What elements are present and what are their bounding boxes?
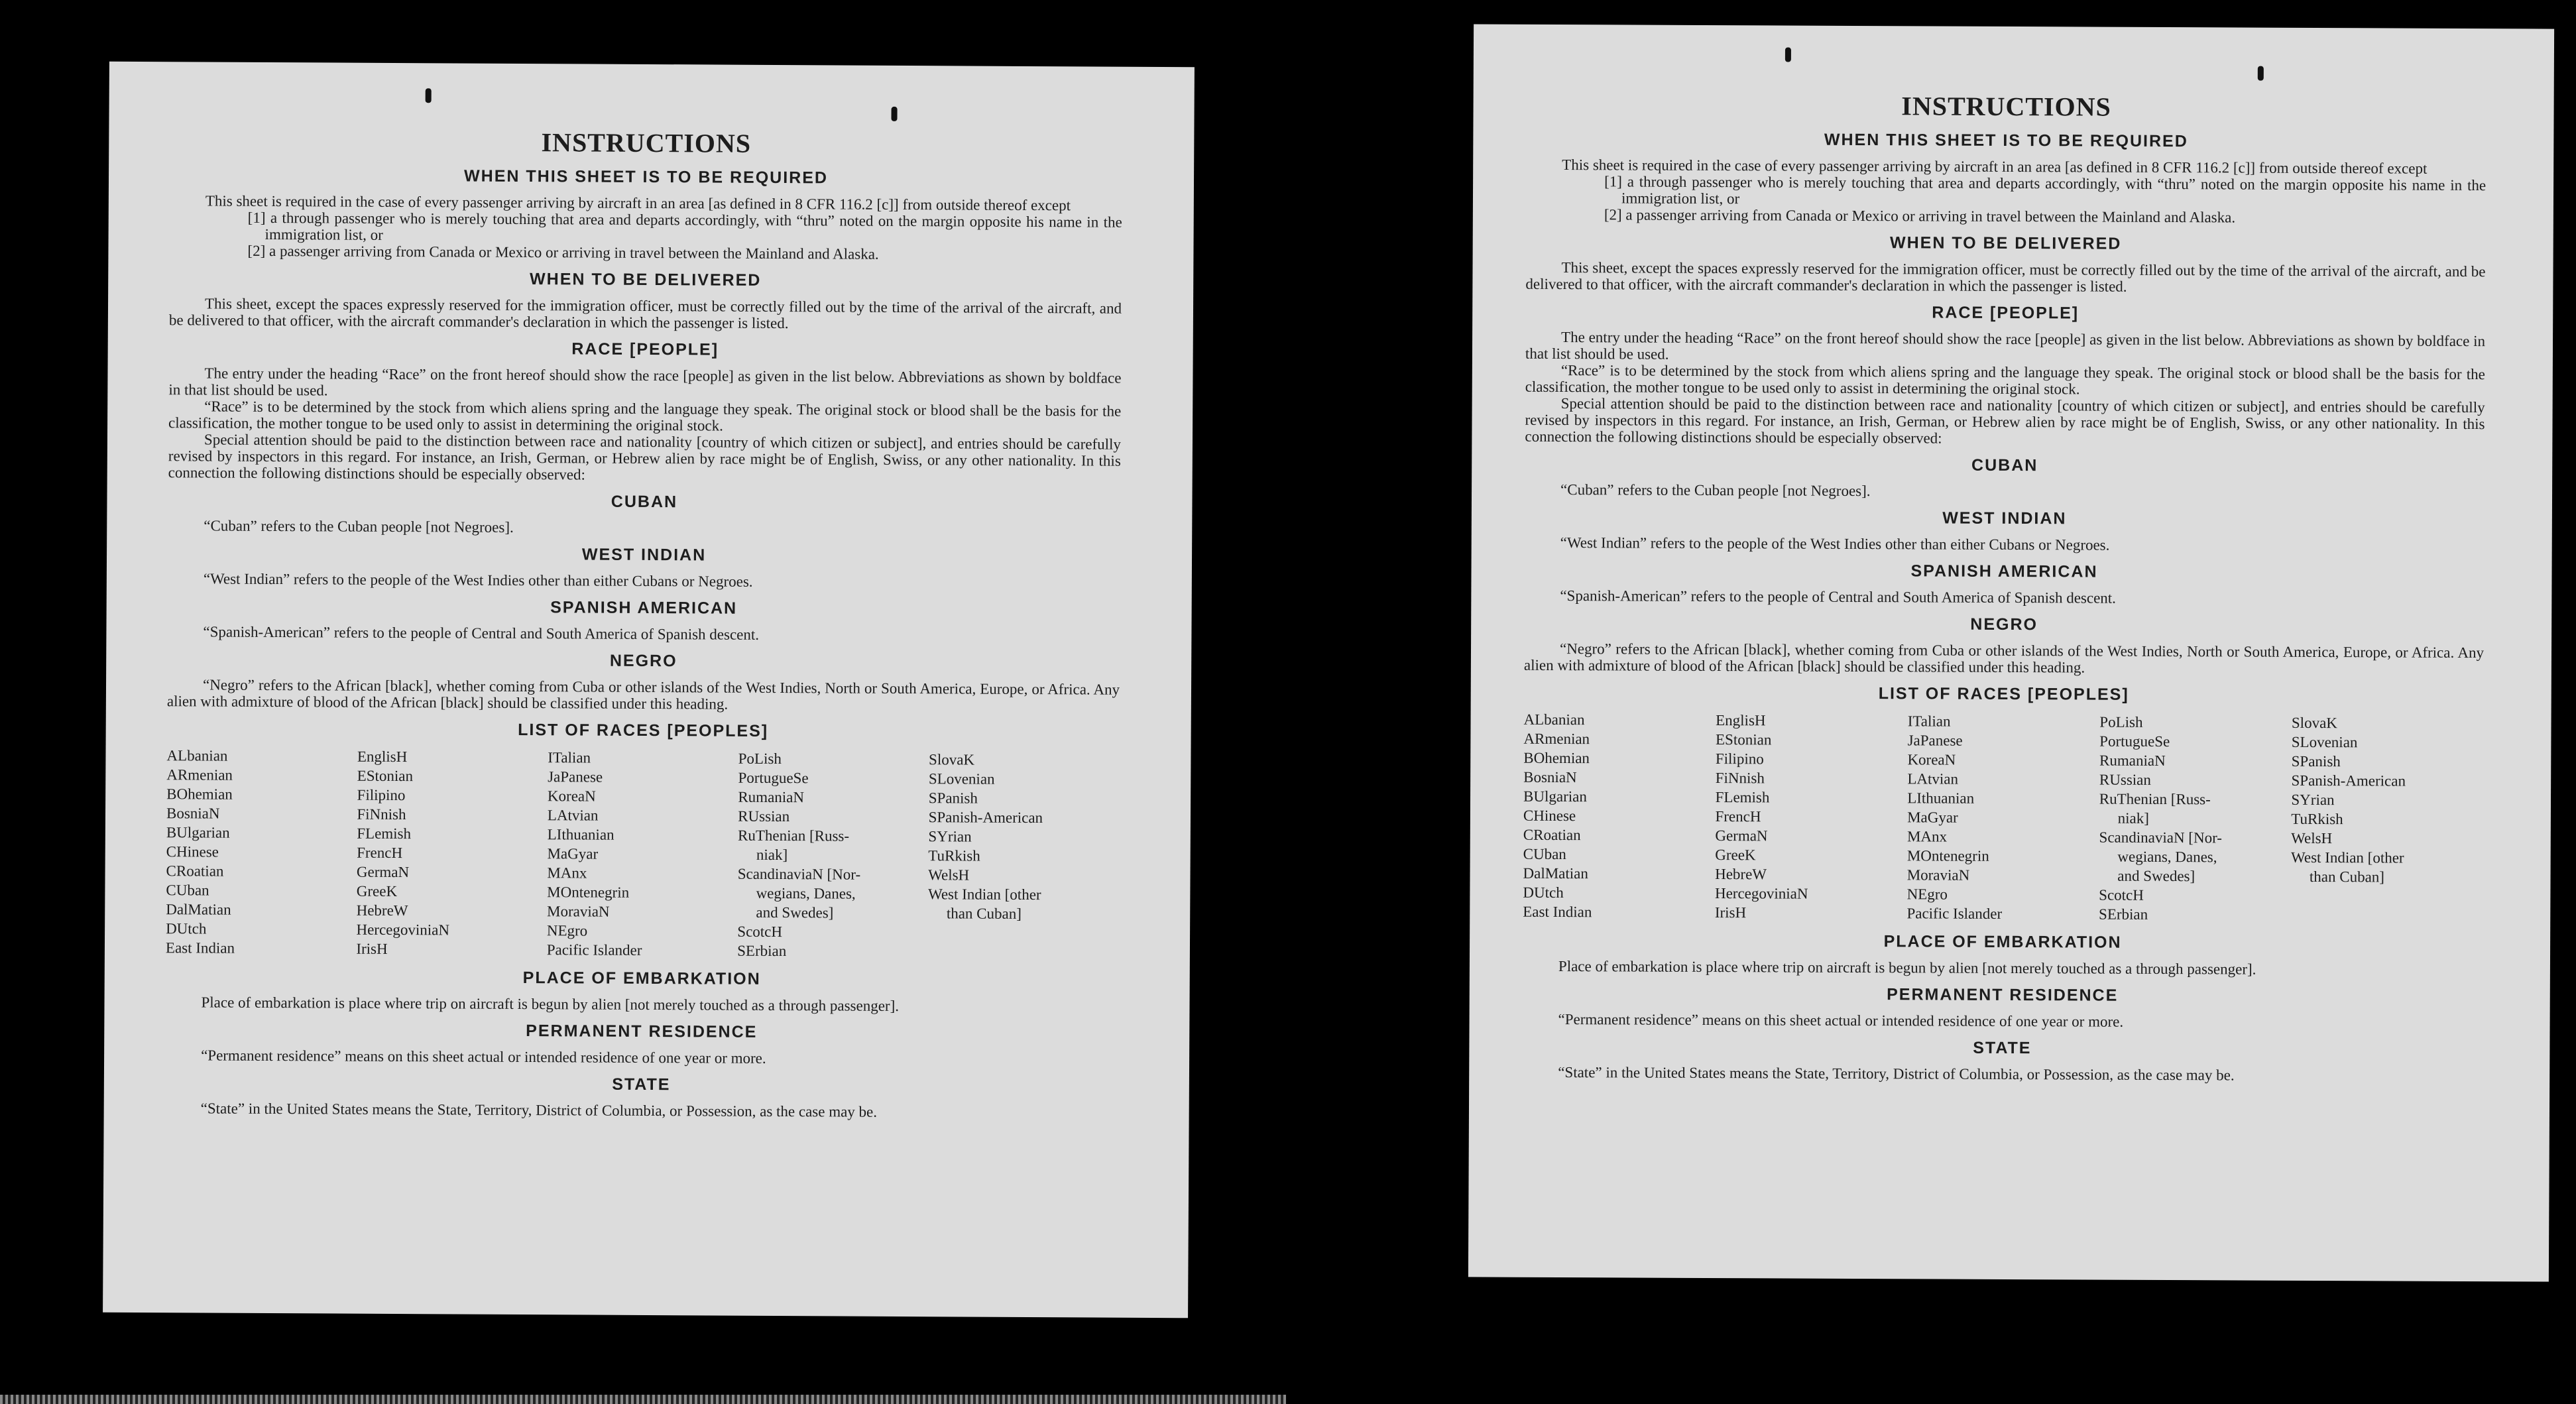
race-entry: CRoatian <box>166 862 224 880</box>
races-column <box>2099 713 2292 925</box>
race-entry: BosniaN <box>166 805 220 822</box>
race-entry: SErbian <box>2099 906 2148 923</box>
paragraph-required: This sheet is required in the case of every passenger arriving by aircraft in an area [as defined in 8 CFR 116.2 [c]] from outside thereof except <box>205 192 1071 214</box>
paragraph-delivered: This sheet, except the spaces expressly reserved for the immigration officer, must be correctly filled out by the time of the arrival of the aircraft, and be delivered to that officer, with the aircraft commander's declaration in which the passenger is listed. <box>1525 259 2486 295</box>
race-entry: SPanish <box>928 790 978 807</box>
exception-2: [2] a passenger arriving from Canada or Mexico or arriving in travel between the Mainland and Alaska. <box>247 242 879 263</box>
race-entry: CHinese <box>166 843 219 860</box>
paragraph-race-1: The entry under the heading “Race” on the front hereof should show the race [people] as given in the list below. Abbreviations as shown by boldface in that list should be used. <box>1525 329 2486 363</box>
race-entry: Filipino <box>357 786 406 804</box>
race-entry: East Indian <box>1523 903 1592 921</box>
race-entry: and Swedes] <box>756 904 834 921</box>
races-column <box>1906 711 2099 923</box>
paragraph-cuban: “Cuban” refers to the Cuban people [not Negroes]. <box>204 517 514 536</box>
race-entry: FLemish <box>357 825 412 843</box>
races-column <box>356 747 548 960</box>
race-entry: LAtvian <box>1907 770 1959 788</box>
race-entry: MaGyar <box>1907 809 1958 826</box>
paragraph-spanish-american: “Spanish-American” refers to the people of Central and South America of Spanish descent. <box>1560 587 2117 607</box>
punch-hole <box>2258 66 2264 81</box>
race-entry: EStonian <box>357 767 414 785</box>
race-entry: PoLish <box>738 750 782 768</box>
race-entry: TuRkish <box>2291 810 2343 828</box>
heading-cuban: CUBAN <box>611 492 678 512</box>
race-entry: ScandinaviaN [Nor- <box>2099 829 2223 847</box>
race-entry: DUtch <box>1523 884 1564 902</box>
paragraph-race-3: Special attention should be paid to the distinction between race and nationality [country of which citizen or subject], and entries should be carefully revised by inspectors in this regard. For instance, an Irish, German, or Hebrew alien by race might be of English, Swiss, or any other nationality. In this connection the following distinctions should be especially observed: <box>168 431 1122 483</box>
sheet-content <box>104 125 1195 1122</box>
film-edge-strip <box>0 1395 1286 1404</box>
race-entry: LIthuanian <box>547 826 615 843</box>
races-column <box>166 746 357 959</box>
punch-hole <box>426 88 432 103</box>
race-entry: JaPanese <box>1907 732 1963 749</box>
race-entry: and Swedes] <box>2117 867 2195 885</box>
race-entry: SlovaK <box>2291 714 2337 732</box>
race-entry: wegians, Danes, <box>2117 848 2217 866</box>
race-entry: HercegoviniaN <box>356 921 450 939</box>
race-entry: Filipino <box>1715 750 1764 768</box>
paragraph-negro: “Negro” refers to the African [black], whether coming from Cuba or other islands of the West Indies, North or South America, Europe, or Africa. Any alien with admixture of blood of the African [black] should be classified under this heading. <box>166 676 1120 713</box>
heading-state: STATE <box>1973 1038 2032 1058</box>
race-entry: West Indian [other <box>2290 848 2404 866</box>
race-entry: niak] <box>2117 809 2150 827</box>
race-entry: GermaN <box>1715 827 1768 845</box>
race-entry: ScotcH <box>2099 886 2144 904</box>
race-entry: PortugueSe <box>738 769 809 787</box>
race-entry: ITalian <box>548 749 591 766</box>
race-entry: DalMatian <box>166 901 231 918</box>
race-entry: ARmenian <box>166 766 233 784</box>
race-entry: MaGyar <box>547 845 599 862</box>
race-entry: EStonian <box>1715 731 1772 748</box>
paragraph-state: “State” in the United States means the State, Territory, District of Columbia, or Possession, as the case may be. <box>200 1100 878 1120</box>
race-entry: MAnx <box>547 864 587 882</box>
races-column <box>547 748 738 961</box>
race-entry: SErbian <box>737 942 787 960</box>
heading-west-indian: WEST INDIAN <box>581 545 707 565</box>
paragraph-required: This sheet is required in the case of every passenger arriving by aircraft in an area [as defined in 8 CFR 116.2 [c]] from outside thereof except <box>1562 156 2428 177</box>
heading-delivered: WHEN TO BE DELIVERED <box>1889 233 2122 253</box>
race-entry: DalMatian <box>1523 864 1588 882</box>
paragraph-embarkation: Place of embarkation is place where trip on aircraft is begun by alien [not merely touched as a through passenger]. <box>201 994 900 1014</box>
race-entry: CHinese <box>1523 807 1576 825</box>
race-entry: EnglisH <box>357 748 408 766</box>
race-entry: LIthuanian <box>1907 790 1975 807</box>
race-entry: EnglisH <box>1716 712 1766 729</box>
exception-1: [1] a through passenger who is merely touching that area and departs accordingly, with “thru” noted on the margin opposite his name in the immigration list, or <box>1604 173 2487 207</box>
race-entry: FLemish <box>1715 789 1770 806</box>
race-entry: ScandinaviaN [Nor- <box>737 865 861 883</box>
race-entry: SPanish-American <box>2291 772 2406 790</box>
race-entry: HebreW <box>356 902 408 919</box>
paragraph-cuban: “Cuban” refers to the Cuban people [not Negroes]. <box>1560 481 1871 500</box>
race-entry: wegians, Danes, <box>756 884 856 902</box>
paragraph-embarkation: Place of embarkation is place where trip on aircraft is begun by alien [not merely touched as a through passenger]. <box>1558 958 2256 978</box>
page-title: INSTRUCTIONS <box>1901 91 2111 122</box>
heading-required: WHEN THIS SHEET IS TO BE REQUIRED <box>1824 130 2188 151</box>
paragraph-delivered: This sheet, except the spaces expressly reserved for the immigration officer, must be correctly filled out by the time of the arrival of the aircraft, and be delivered to that officer, with the aircraft commander's declaration in which the passenger is listed. <box>168 295 1122 332</box>
heading-list-of-races: LIST OF RACES [PEOPLES] <box>518 720 769 740</box>
race-entry: RuThenian [Russ- <box>738 827 850 845</box>
paragraph-race-1: The entry under the heading “Race” on the front hereof should show the race [people] as given in the list below. Abbreviations as shown by boldface in that list should be used. <box>168 365 1122 399</box>
race-entry: KoreaN <box>1907 751 1956 768</box>
paragraph-residence: “Permanent residence” means on this sheet actual or intended residence of one year or more. <box>1558 1011 2124 1030</box>
race-entry: NEgro <box>1906 886 1948 903</box>
race-entry: DUtch <box>166 920 207 937</box>
races-list <box>1523 710 2483 925</box>
race-entry: CRoatian <box>1523 826 1581 844</box>
race-entry: RumaniaN <box>2099 752 2166 770</box>
paragraph-race-3: Special attention should be paid to the distinction between race and nationality [country of which citizen or subject], and entries should be carefully revised by inspectors in this regard. For instance, an Irish, German, or Hebrew alien by race might be of English, Swiss, or any other nationality. In this connection the following distinctions should be especially observed: <box>1525 395 2485 447</box>
race-entry: ARmenian <box>1523 730 1590 748</box>
paragraph-negro: “Negro” refers to the African [black], whether coming from Cuba or other islands of the West Indies, North or South America, Europe, or Africa. Any alien with admixture of blood of the African [black] should be classified under this heading. <box>1523 640 2485 676</box>
sheet-content <box>1469 88 2554 1084</box>
race-entry: BOhemian <box>1523 749 1590 767</box>
race-entry: FrencH <box>1715 808 1761 825</box>
race-entry: HebreW <box>1715 866 1767 883</box>
race-entry: BOhemian <box>166 786 233 803</box>
race-entry: Pacific Islander <box>546 941 642 959</box>
paragraph-race-2: “Race” is to be determined by the stock from which aliens spring and the language they speak. The original stock or blood shall be the basis for the classification, the mother tongue to be used only to assist in determining the original stock. <box>168 398 1122 434</box>
heading-cuban: CUBAN <box>1971 455 2038 475</box>
races-column <box>737 749 929 962</box>
race-entry: than Cuban] <box>946 905 1022 922</box>
race-entry: RumaniaN <box>738 788 805 806</box>
race-entry: PortugueSe <box>2099 732 2170 750</box>
race-entry: IrisH <box>356 940 388 957</box>
race-entry: ALbanian <box>166 747 228 764</box>
page-title: INSTRUCTIONS <box>541 127 752 158</box>
race-entry: MOntenegrin <box>547 884 630 901</box>
heading-list-of-races: LIST OF RACES [PEOPLES] <box>1878 684 2129 704</box>
exception-1: [1] a through passenger who is merely touching that area and departs accordingly, with “thru” noted on the margin opposite his name in the immigration list, or <box>247 209 1122 243</box>
heading-residence: PERMANENT RESIDENCE <box>1887 985 2119 1005</box>
heading-spanish-american: SPANISH AMERICAN <box>1910 561 2098 581</box>
race-entry: BUlgarian <box>1523 788 1587 805</box>
race-entry: KoreaN <box>547 788 596 805</box>
race-entry: BosniaN <box>1523 768 1577 786</box>
heading-residence: PERMANENT RESIDENCE <box>526 1022 758 1041</box>
punch-hole <box>891 107 897 121</box>
race-entry: SPanish <box>2291 752 2341 770</box>
race-entry: West Indian [other <box>927 886 1041 904</box>
paragraph-spanish-american: “Spanish-American” refers to the people of Central and South America of Spanish descent. <box>203 623 760 643</box>
race-entry: RUssian <box>2099 771 2151 788</box>
race-entry: SLovenian <box>2291 733 2358 751</box>
race-entry: FrencH <box>357 844 403 862</box>
race-entry: SYrian <box>2291 791 2335 809</box>
race-entry: WelsH <box>928 866 970 884</box>
races-column <box>1523 710 1716 922</box>
instruction-sheet-right <box>1468 24 2554 1281</box>
race-entry: GreeK <box>1715 847 1756 864</box>
race-entry: Pacific Islander <box>1906 905 2003 922</box>
race-entry: SLovenian <box>928 770 995 788</box>
race-entry: East Indian <box>165 939 235 957</box>
race-entry: MOntenegrin <box>1906 847 1989 864</box>
heading-state: STATE <box>612 1075 671 1094</box>
race-entry: FiNnish <box>357 805 406 823</box>
race-entry: PoLish <box>2099 713 2143 731</box>
races-column <box>927 750 1119 963</box>
paragraph-west-indian: “West Indian” refers to the people of the West Indies other than either Cubans or Negroes. <box>203 570 753 590</box>
race-entry: MoraviaN <box>1906 866 1970 884</box>
race-entry: ScotcH <box>737 923 783 941</box>
heading-delivered: WHEN TO BE DELIVERED <box>530 270 762 290</box>
race-entry: ITalian <box>1907 713 1951 730</box>
paragraph-west-indian: “West Indian” refers to the people of the West Indies other than either Cubans or Negroes. <box>1560 534 2110 554</box>
race-entry: TuRkish <box>928 847 980 864</box>
instruction-sheet-left <box>103 62 1195 1318</box>
race-entry: LAtvian <box>547 807 599 824</box>
race-entry: CUban <box>1523 845 1566 863</box>
race-entry: SPanish-American <box>928 809 1043 827</box>
heading-spanish-american: SPANISH AMERICAN <box>550 598 738 618</box>
heading-negro: NEGRO <box>609 651 677 671</box>
race-entry: SYrian <box>928 828 972 845</box>
race-entry: than Cuban] <box>2309 868 2385 886</box>
heading-embarkation: PLACE OF EMBARKATION <box>522 968 761 988</box>
race-entry: RUssian <box>738 807 790 825</box>
race-entry: MoraviaN <box>546 903 610 920</box>
race-entry: MAnx <box>1906 828 1948 845</box>
races-list <box>166 746 1120 963</box>
punch-hole <box>1785 48 1791 62</box>
heading-embarkation: PLACE OF EMBARKATION <box>1883 932 2122 952</box>
races-column <box>2291 713 2484 925</box>
paragraph-residence: “Permanent residence” means on this sheet actual or intended residence of one year or more. <box>201 1047 766 1067</box>
race-entry: WelsH <box>2291 829 2333 847</box>
race-entry: HercegoviniaN <box>1714 885 1808 902</box>
heading-required: WHEN THIS SHEET IS TO BE REQUIRED <box>464 166 829 188</box>
race-entry: GreeK <box>356 882 398 900</box>
heading-negro: NEGRO <box>1970 614 2038 634</box>
race-entry: NEgro <box>546 922 588 939</box>
race-entry: FiNnish <box>1715 770 1765 787</box>
race-entry: SlovaK <box>929 751 975 768</box>
races-column <box>1715 711 1908 923</box>
race-entry: IrisH <box>1714 904 1747 921</box>
race-entry: niak] <box>756 846 788 864</box>
heading-race: RACE [PEOPLE] <box>1932 303 2079 323</box>
paragraph-race-2: “Race” is to be determined by the stock from which aliens spring and the language they speak. The original stock or blood shall be the basis for the classification, the mother tongue to be used only to assist in determining the original stock. <box>1525 362 2485 398</box>
paragraph-state: “State” in the United States means the State, Territory, District of Columbia, or Possession, as the case may be. <box>1558 1064 2235 1084</box>
race-entry: GermaN <box>356 863 410 881</box>
race-entry: JaPanese <box>548 768 603 786</box>
race-entry: CUban <box>166 882 209 899</box>
race-entry: RuThenian [Russ- <box>2099 790 2211 808</box>
exception-2: [2] a passenger arriving from Canada or Mexico or arriving in travel between the Mainland and Alaska. <box>1604 206 2236 226</box>
race-entry: BUlgarian <box>166 824 230 841</box>
heading-race: RACE [PEOPLE] <box>571 339 719 359</box>
heading-west-indian: WEST INDIAN <box>1942 508 2067 528</box>
race-entry: ALbanian <box>1523 711 1585 729</box>
